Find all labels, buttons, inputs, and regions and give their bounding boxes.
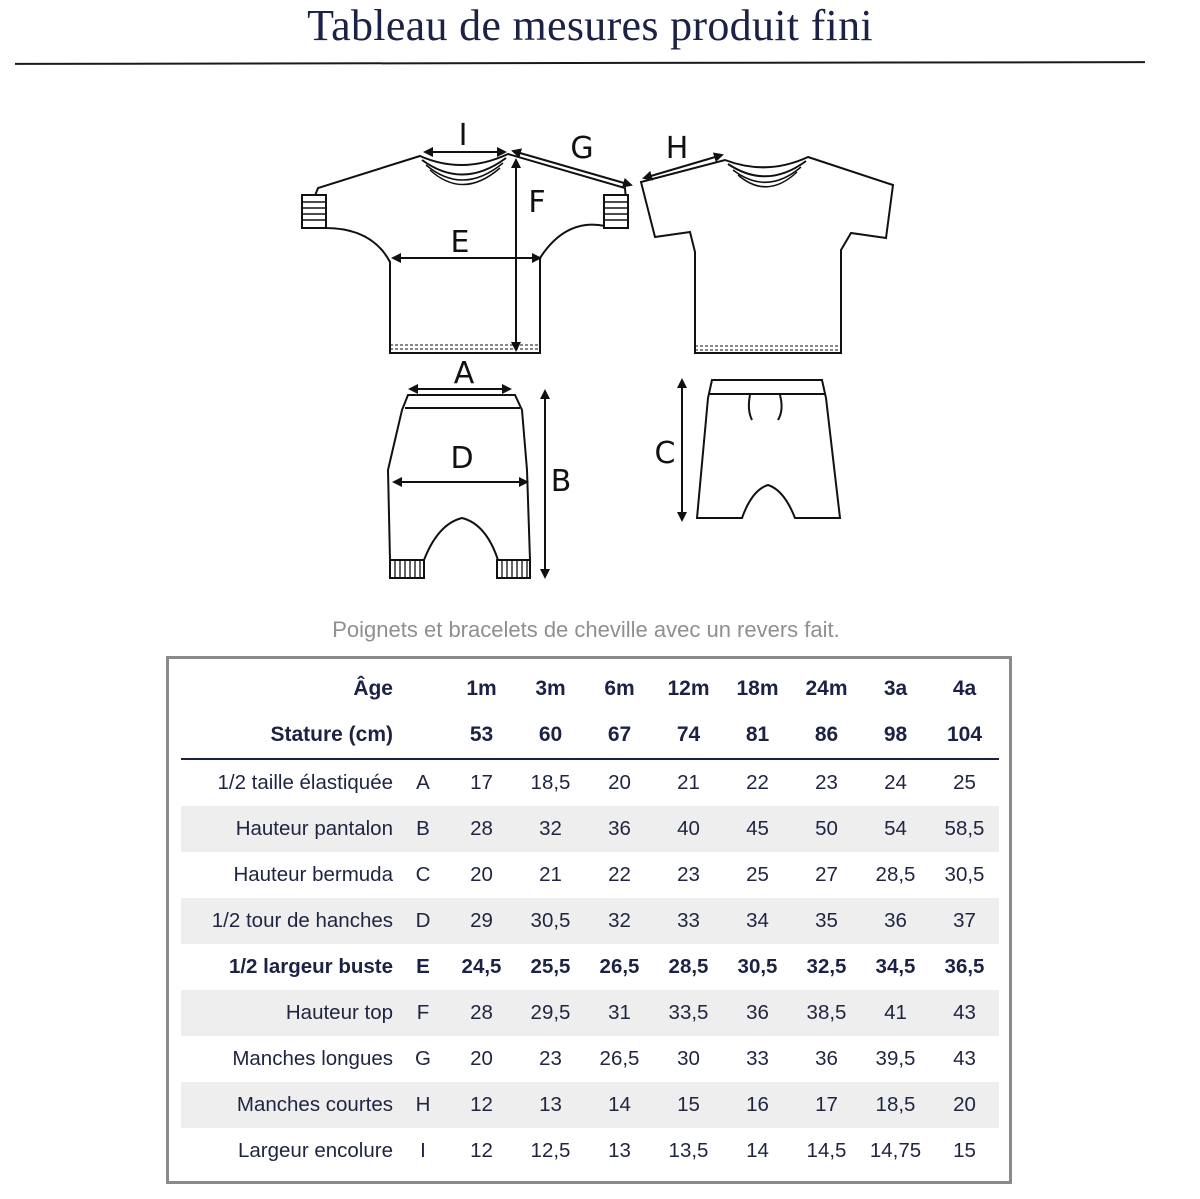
shorts-drawing (697, 380, 840, 518)
measure-value: 29,5 (516, 990, 585, 1036)
measure-value: 40 (654, 806, 723, 852)
label-I: I (458, 118, 468, 153)
measure-value: 36,5 (944, 955, 985, 978)
table-row (181, 806, 999, 852)
measure-value: 34,5 (875, 955, 916, 978)
measure-value: 36 (585, 806, 654, 852)
measure-value: 12 (470, 1139, 493, 1162)
measure-value: 31 (585, 990, 654, 1036)
age-header-cell: 24m (805, 677, 848, 700)
title-divider (15, 61, 1145, 65)
measure-value: 24 (884, 771, 907, 794)
measure-value: 28 (447, 990, 516, 1036)
measure-value: 30 (677, 1047, 700, 1070)
measure-value: 38,5 (792, 990, 861, 1036)
measure-value: 43 (953, 1047, 976, 1070)
measure-value: 24,5 (461, 955, 502, 978)
measure-value: 22 (608, 863, 631, 886)
measure-value: 12 (447, 1082, 516, 1128)
table-row (181, 898, 999, 944)
measure-value: 20 (470, 1047, 493, 1070)
label-B: B (550, 464, 572, 499)
measure-value: 37 (930, 898, 999, 944)
measure-letter: E (416, 955, 430, 978)
measure-letter: B (399, 806, 447, 852)
measure-value: 32 (516, 806, 585, 852)
table-row (181, 1128, 999, 1174)
stature-header-cell: 53 (447, 712, 516, 759)
measure-label: 1/2 taille élastiquée (217, 771, 393, 794)
age-header-cell: 3m (535, 677, 566, 700)
page-title: Tableau de mesures produit fini (307, 1, 873, 50)
measure-value: 26,5 (599, 955, 640, 978)
label-G: G (570, 131, 594, 166)
measure-value: 17 (792, 1082, 861, 1128)
measure-value: 28,5 (875, 863, 916, 886)
caption-note: Poignets et bracelets de cheville avec un revers fait. (332, 617, 840, 642)
table-row (181, 944, 999, 990)
label-H: H (665, 131, 689, 166)
measure-value: 25,5 (530, 955, 571, 978)
stature-header-cell: 74 (654, 712, 723, 759)
measure-value: 25 (953, 771, 976, 794)
measure-label: 1/2 largeur buste (228, 955, 393, 978)
header-row-stature (181, 712, 999, 759)
measure-value: 22 (746, 771, 769, 794)
stature-header-cell: 60 (516, 712, 585, 759)
age-header-cell: 12m (667, 677, 710, 700)
measure-value: 13 (516, 1082, 585, 1128)
measure-label: Manches longues (232, 1047, 393, 1070)
measure-value: 26,5 (599, 1047, 640, 1070)
short-sleeve-top-drawing (641, 157, 893, 353)
measure-value: 34 (723, 898, 792, 944)
measure-value: 14,75 (869, 1139, 922, 1162)
measure-label: 1/2 tour de hanches (181, 898, 399, 944)
label-D: D (450, 441, 474, 476)
measure-value: 33 (654, 898, 723, 944)
measure-value: 12,5 (530, 1139, 571, 1162)
measure-value: 13 (608, 1139, 631, 1162)
garment-diagram (280, 100, 930, 600)
measure-value: 17 (470, 771, 493, 794)
measure-value: 28,5 (668, 955, 709, 978)
measure-value: 14,5 (806, 1139, 847, 1162)
measure-value: 21 (539, 863, 562, 886)
measure-value: 25 (746, 863, 769, 886)
measure-letter: H (399, 1082, 447, 1128)
measure-value: 23 (815, 771, 838, 794)
measure-value: 20 (930, 1082, 999, 1128)
measure-value: 32,5 (806, 955, 847, 978)
stature-header-cell: 98 (861, 712, 930, 759)
stature-header-cell: 104 (930, 712, 999, 759)
measure-value: 50 (792, 806, 861, 852)
header-row-age (181, 666, 999, 712)
empty-cell (399, 666, 447, 712)
measure-value: 27 (815, 863, 838, 886)
measure-label: Hauteur bermuda (233, 863, 393, 886)
measure-value: 18,5 (861, 1082, 930, 1128)
stature-header-cell: 81 (723, 712, 792, 759)
table-row (181, 852, 999, 898)
measure-value: 18,5 (530, 771, 571, 794)
measure-value: 35 (792, 898, 861, 944)
table-row (181, 759, 999, 806)
measure-value: 58,5 (930, 806, 999, 852)
measure-letter: A (416, 771, 430, 794)
measure-value: 33 (746, 1047, 769, 1070)
measure-value: 23 (677, 863, 700, 886)
size-table-frame (166, 656, 1012, 1184)
age-header-label: Âge (353, 677, 393, 700)
label-C: C (654, 436, 676, 471)
measure-value: 36 (723, 990, 792, 1036)
table-row (181, 1082, 999, 1128)
measure-value: 43 (930, 990, 999, 1036)
measure-letter: G (415, 1047, 431, 1070)
measure-letter: I (420, 1139, 426, 1162)
measure-value: 20 (470, 863, 493, 886)
table-row (181, 990, 999, 1036)
age-header-cell: 18m (736, 677, 779, 700)
size-table (181, 666, 999, 1174)
measure-label: Manches courtes (181, 1082, 399, 1128)
measure-letter: F (399, 990, 447, 1036)
age-header-cell: 4a (952, 677, 977, 700)
measure-value: 15 (654, 1082, 723, 1128)
measure-value: 30,5 (944, 863, 985, 886)
empty-cell (399, 712, 447, 759)
measure-label: Largeur encolure (238, 1139, 393, 1162)
measure-letter: D (399, 898, 447, 944)
measure-value: 29 (447, 898, 516, 944)
measure-value: 14 (746, 1139, 769, 1162)
label-A: A (453, 356, 475, 391)
measure-value: 16 (723, 1082, 792, 1128)
trousers-ribbing (395, 561, 527, 578)
stature-header-cell: 67 (585, 712, 654, 759)
age-header-cell: 6m (604, 677, 635, 700)
age-header-cell: 3a (883, 677, 908, 700)
measure-value: 41 (861, 990, 930, 1036)
stature-header-label: Stature (cm) (181, 712, 399, 759)
measure-value: 30,5 (737, 955, 778, 978)
measure-value: 36 (815, 1047, 838, 1070)
measure-letter: C (415, 863, 431, 886)
measure-value: 39,5 (875, 1047, 916, 1070)
measure-value: 45 (723, 806, 792, 852)
stature-header-cell: 86 (792, 712, 861, 759)
measure-value: 15 (953, 1139, 976, 1162)
measure-label: Hauteur pantalon (181, 806, 399, 852)
label-F: F (528, 185, 546, 220)
measure-value: 32 (585, 898, 654, 944)
measure-value: 36 (861, 898, 930, 944)
measure-value: 21 (677, 771, 700, 794)
measure-value: 30,5 (516, 898, 585, 944)
measure-value: 20 (608, 771, 631, 794)
measure-value: 14 (585, 1082, 654, 1128)
measure-value: 28 (447, 806, 516, 852)
measure-value: 13,5 (668, 1139, 709, 1162)
table-row (181, 1036, 999, 1082)
measure-value: 54 (861, 806, 930, 852)
label-E: E (450, 225, 470, 260)
measure-label: Hauteur top (181, 990, 399, 1036)
age-header-cell: 1m (466, 677, 497, 700)
measure-value: 33,5 (654, 990, 723, 1036)
measure-value: 23 (539, 1047, 562, 1070)
trousers-drawing (388, 395, 530, 578)
